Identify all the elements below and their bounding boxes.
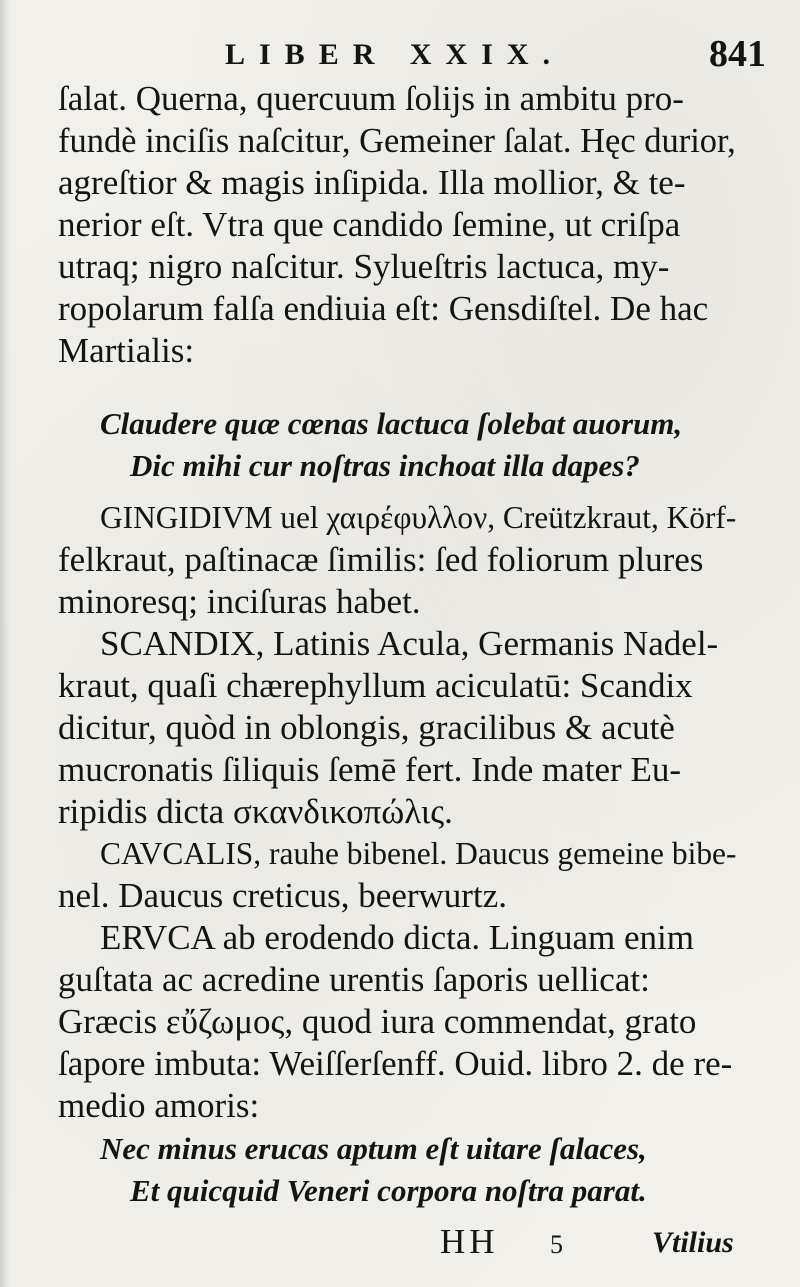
page-edge-shadow <box>0 0 10 1287</box>
text-line: ripidis dicta σκανδικοπώλις. <box>58 792 453 831</box>
text-block-lactuca <box>58 78 743 372</box>
text-line: GINGIDIVM uel χαιρέφυλλον, Creützkraut, Körf- <box>100 500 737 535</box>
text-line: minoresq; inciſuras habet. <box>58 582 421 621</box>
text-line: nel. Daucus creticus, beerwurtz. <box>58 876 507 915</box>
page-footer <box>440 1222 760 1266</box>
text-line: mucronatis ſiliquis ſemē fert. Inde mater Eu- <box>58 750 681 789</box>
text-line: medio amoris: <box>58 1086 260 1125</box>
text-line: nerior eſt. Vtra que candido ſemine, ut criſpa <box>58 205 681 244</box>
verse-line: Nec minus erucas aptum eſt uitare ſalaces, <box>100 1131 647 1166</box>
verse-line: Dic mihi cur noſtras inchoat illa dapes? <box>130 448 640 483</box>
verse-line: Claudere quæ cœnas lactuca ſolebat auorum, <box>100 406 683 441</box>
text-line: fundè inciſis naſcitur, Gemeiner ſalat. Hęc durior, <box>58 122 736 160</box>
running-head: LIBER XXIX. <box>225 38 565 71</box>
verse-line: Et quicquid Veneri corpora noſtra parat. <box>130 1173 647 1208</box>
text-line: felkraut, paſtinacæ ſimilis: ſed foliorum plures <box>58 540 704 579</box>
text-line: Græcis εὔζωμος, quod iura commendat, grato <box>58 1002 697 1041</box>
text-line: ſapore imbuta: Weiſſerſenff. Ouid. libro 2. de re- <box>58 1044 733 1083</box>
text-line: ropolarum falſa endiuia eſt: Gensdiſtel. De hac <box>58 289 709 328</box>
text-line: ERVCA ab erodendo dicta. Linguam enim <box>100 918 695 957</box>
text-line: CAVCALIS, rauhe bibenel. Daucus gemeine bibe- <box>100 836 737 871</box>
text-line: SCANDIX, Latinis Acula, Germanis Nadel- <box>100 624 719 663</box>
text-line: dicitur, quòd in oblongis, gracilibus & acutè <box>58 708 675 747</box>
text-line: guſtata ac acredine urentis ſaporis uellicat: <box>58 960 650 999</box>
verse-martialis <box>58 403 743 487</box>
catchword: Vtilius <box>652 1226 734 1259</box>
text-line: agreſtior & magis inſipida. Illa mollior, & te- <box>58 163 686 202</box>
text-line: ſalat. Querna, quercuum ſolijs in ambitu pro- <box>58 79 684 118</box>
text-block-plants <box>58 497 743 1127</box>
page-number: 841 <box>709 33 766 75</box>
signature-mark: HH <box>440 1222 499 1261</box>
text-line: kraut, quaſi chærephyllum aciculatū: Scandix <box>58 666 693 705</box>
verse-ovid <box>58 1128 743 1212</box>
text-line: utraq; nigro naſcitur. Sylueſtris lactuca, my- <box>58 247 670 286</box>
text-line: Martialis: <box>58 331 195 370</box>
signature-number: 5 <box>550 1230 563 1259</box>
